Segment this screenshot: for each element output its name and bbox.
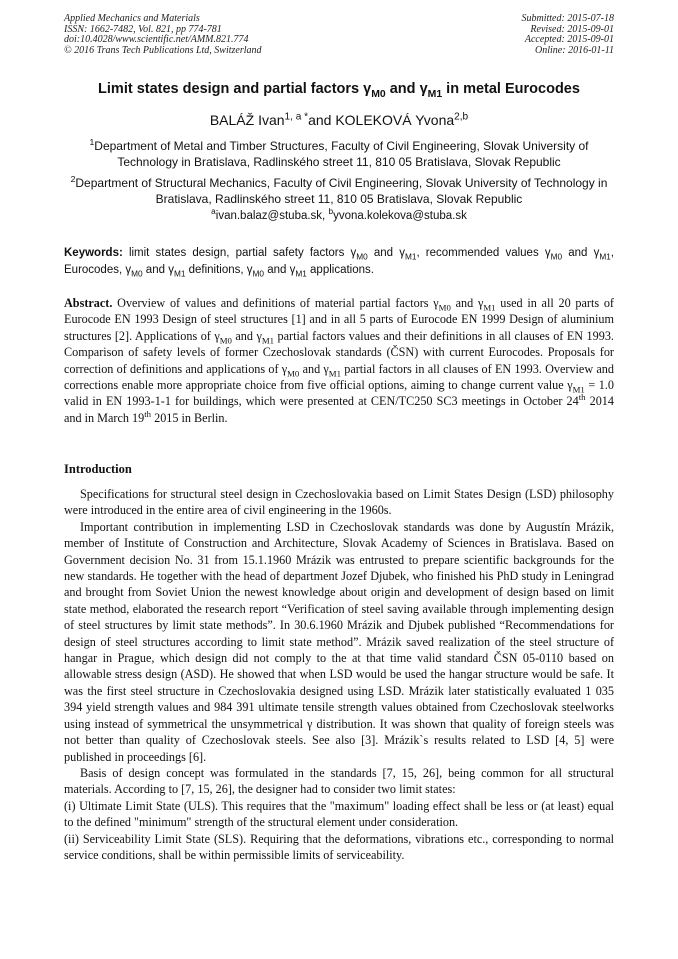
journal-doi: doi:10.4028/www.scientific.net/AMM.821.774 xyxy=(64,34,249,45)
introduction-heading: Introduction xyxy=(64,462,132,476)
paper-title: Limit states design and partial factors $\gamma_{M0}$ and $\gamma_{M1}$ in metal Eurocodes xyxy=(98,81,580,100)
author-1: BALÁŽ Ivan xyxy=(209,112,285,128)
author-list: BALÁŽ Ivan$^{1, a *}$and KOLEKOVÁ Yvona$^{2,b}$ xyxy=(209,111,469,128)
paragraph: Important contribution in implementing LSD in Czechoslovak standards was done by Augustín Mrázik, member of Institute of Construction and Architecture, Slovak Academy of Sciences in Bratislava. Based on Government decision No. 31 from 15.1.1960 Mrázik was entrusted to prepare scientific backgrounds for the new standards. He together with the head of department Jozef Djubek, who finished his PhD study in Leningrad and brought from Soviet Union the newest knowledge about origin and development of design based on limit state method, elaborated the research report “Verification of steel saving available through implementing design of steel structures by limit state methods”. In 30.6.1960 Mrázik and Djubek published “Recommendations for design of steel structures according to limit state method”. Mrázik saved realization of the steel structure of hangar in Prague, which design did not comply to the at that time valid standard ČSN 05-0110 based on allowable stress design (ASD). He showed that when LSD would be used the hangar structure would be safe. It was the first steel structure in Czechoslovakia designed using LSD. Mrázik later statistically evaluated 1 035 394 yield strength values and 984 391 ultimate tensile strength values obtained from Czechoslovak steelworks using instead of symmetrical the unsymmetrical γ distribution. It was shown that quality of foreign steels was not better than quality of Czechoslovak steels. See also [3]. Mrázik`s results related to LSD [4, 5] were published in proceedings [6]. xyxy=(64,519,614,764)
introduction-body xyxy=(64,486,614,863)
date-accepted: Accepted: 2015-09-01 xyxy=(524,34,614,45)
paragraph: Basis of design concept was formulated in the standards [7, 15, 26], being common for all structural materials. According to [7, 15, 26], the designer had to consider two limit states: xyxy=(64,765,614,797)
affiliation-1: $^1$Department of Metal and Timber Structures, Faculty of Civil Engineering, Slovak University of Technology in Bratislava, Radlinského street 11, 810 05 Bratislava, Slovak Republic xyxy=(89,137,589,169)
paragraph-list-item: (i) Ultimate Limit State (ULS). This requires that the "maximum" loading effect shall be less or (at least) equal to the defined "minimum" strength of the structural element under consideration. xyxy=(64,798,614,830)
date-revised: Revised: 2015-09-01 xyxy=(530,23,614,35)
email-2[interactable]: yvona.kolekova@stuba.sk xyxy=(333,210,467,222)
author-2: KOLEKOVÁ Yvona xyxy=(335,112,455,128)
journal-name: Applied Mechanics and Materials xyxy=(64,13,200,24)
abstract: Abstract. Overview of values and definitions of material partial factors $\gamma_{M0}$ and $\gamma_{M1}$ used in all 20 parts of Eurocode EN 1993 Design of steel structures [1] and in all 5 parts of Eurocode EN 1999 Design of aluminium structures [2]. Applications of $\gamma_{M0}$ and $\gamma_{M1}$ partial factors values and their definitions in all clauses of EN 1993. Comparison of safety levels of former Czechoslovak standards (ČSN) with current Eurocodes. Proposals for correction of definitions and applications of $\gamma_{M0}$ and $\gamma_{M1}$ partial factors in all clauses of EN 1993. Overview and corrections enable more appropriate choice from five official options, aiming to change current value $\gamma_{M1} = 1.0$ valid in EN 1993-1-1 for buildings, which were presented at CEN/TC250 SC3 meetings in October 24th 2014 and in March 19th 2015 in Berlin. xyxy=(64,296,614,425)
keywords: Keywords: limit states design, partial safety factors $\gamma_{M0}$ and $\gamma_{M1}$, recommended values $\gamma_{M0}$ and $\gamma_{M1}$, Eurocodes, $\gamma_{M0}$ and $\gamma_{M1}$ definitions, $\gamma_{M0}$ and $\gamma_{M1}$ applications. xyxy=(64,247,614,278)
email-1[interactable]: ivan.balaz@stuba.sk, xyxy=(215,210,329,222)
paragraph: Specifications for structural steel design in Czechoslovakia based on Limit States Design (LSD) philosophy were introduced in the entire area of civil engineering in the 1960s. xyxy=(64,487,614,518)
publication-dates xyxy=(522,14,615,56)
affiliation-2: $^2$Department of Structural Mechanics, Faculty of Civil Engineering, Slovak University of Technology in Bratislava, Radlinského street 11, 810 05 Bratislava, Slovak Republic xyxy=(70,174,608,206)
date-submitted: Submitted: 2015-07-18 xyxy=(521,13,614,24)
author-emails: $^a$ivan.balaz@stuba.sk, $^b$yvona.kolekova@stuba.sk xyxy=(211,207,467,222)
paragraph-list-item: (ii) Serviceability Limit State (SLS). Requiring that the deformations, vibrations etc., corresponding to normal service conditions, shall be within permissible limits of serviceability. xyxy=(64,831,614,862)
journal-copyright: © 2016 Trans Tech Publications Ltd, Switzerland xyxy=(64,44,262,56)
journal-issn: ISSN: 1662-7482, Vol. 821, pp 774-781 xyxy=(64,23,222,35)
date-online: Online: 2016-01-11 xyxy=(535,44,614,56)
journal-info xyxy=(64,14,262,56)
